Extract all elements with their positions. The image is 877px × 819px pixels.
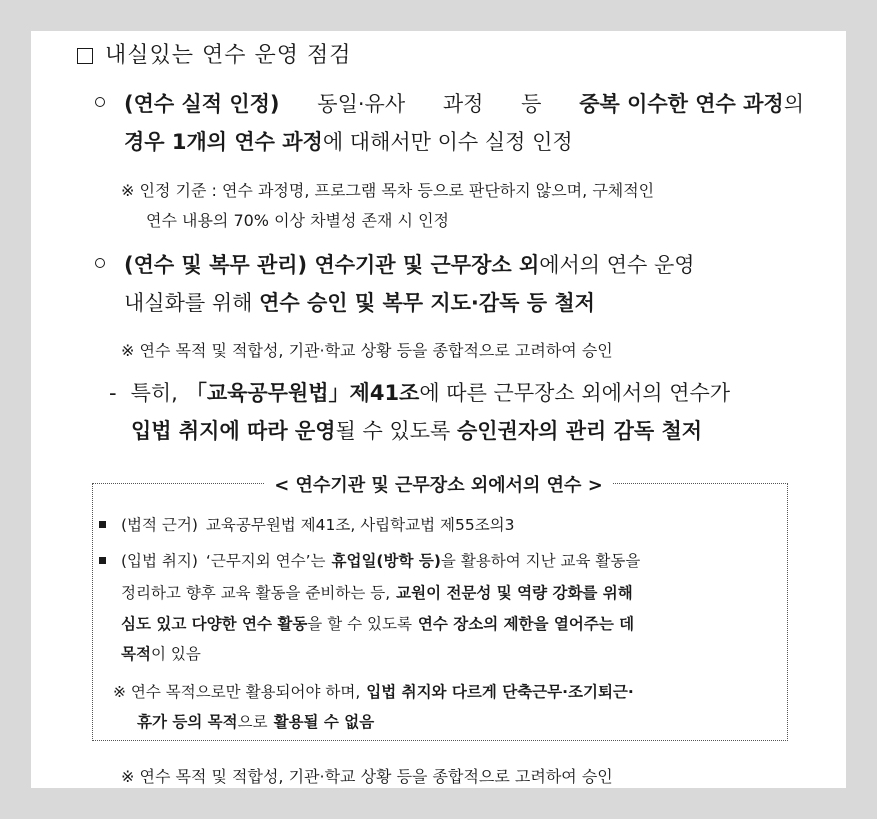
item3-bold2: 승인권자의 관리 감독 철저 xyxy=(456,419,703,443)
box-bullet2-l4-plain: 이 있음 xyxy=(150,645,201,663)
item1-line2-bold: 경우 1개의 연수 과정 xyxy=(124,130,323,154)
circle-bullet-icon xyxy=(95,258,105,268)
box-note-bold: 입법 취지와 다르게 단축근무·조기퇴근· xyxy=(366,683,634,701)
item1-note-line2 xyxy=(146,208,449,231)
item1-bold-phrase: 중복 이수한 연수 과정 xyxy=(579,92,784,116)
box-title-text: < 연수기관 및 근무장소 외에서의 연수 > xyxy=(264,475,613,496)
box-note-line2 xyxy=(137,710,374,732)
section-heading xyxy=(77,38,352,69)
box-note-plain: ※ 연수 목적으로만 활용되어야 하며, xyxy=(113,683,361,701)
box-bullet2-plain2: 을 활용하여 지난 교육 활동을 xyxy=(440,552,641,570)
item1-line2-rest: 에 대해서만 이수 실정 인정 xyxy=(322,130,573,154)
item1-word: 등 xyxy=(521,92,542,116)
item1-note-line1 xyxy=(121,178,654,201)
item3-line1 xyxy=(109,377,730,407)
circle-bullet-icon xyxy=(95,97,105,107)
box-bullet2-l2-plain: 정리하고 향후 교육 활동을 준비하는 등, xyxy=(121,584,391,602)
square-bullet-icon xyxy=(99,557,106,564)
box-bullet1-text: 교육공무원법 제41조, 사립학교법 제55조의3 xyxy=(205,516,515,534)
document-page xyxy=(31,31,846,788)
box-bullet2-line4 xyxy=(121,642,201,664)
item3-line2 xyxy=(131,415,702,445)
box-note-l2-bold2: 활용될 수 없음 xyxy=(273,713,375,731)
item1-tail: 의 xyxy=(783,92,804,116)
footer-note-text: ※ 연수 목적 및 적합성, 기관·학교 상황 등을 종합적으로 고려하여 승인 xyxy=(121,767,613,786)
box-bullet2-label: (입법 취지) xyxy=(121,552,198,570)
checkbox-icon xyxy=(77,48,93,64)
item2-line1 xyxy=(124,249,695,279)
box-bullet1 xyxy=(121,513,515,535)
box-bullet2-l2-bold: 교원이 전문성 및 역량 강화를 위해 xyxy=(396,584,633,602)
item2-note xyxy=(121,338,613,361)
box-note-l2-bold1: 휴가 등의 목적 xyxy=(137,713,238,731)
box-bullet2-line2 xyxy=(121,581,633,603)
box-bullet1-label: (법적 근거) xyxy=(121,516,198,534)
item2-line2-bold: 연수 승인 및 복무 지도·감독 등 철저 xyxy=(259,291,595,315)
box-bullet2-bold: 휴업일(방학 등) xyxy=(331,552,441,570)
item3-plain2: 될 수 있도록 xyxy=(335,419,457,443)
item3-rest: 에 따른 근무장소 외에서의 연수가 xyxy=(419,381,731,405)
item3-bold: 「교육공무원법」제41조 xyxy=(185,381,420,405)
box-bullet2-l4-bold: 목적 xyxy=(121,645,151,663)
footer-note xyxy=(121,764,613,787)
box-bullet2-l3-bold1: 심도 있고 다양한 연수 활동 xyxy=(121,615,308,633)
box-bullet2-l3-plain: 을 할 수 있도록 xyxy=(307,615,412,633)
box-note-l2-plain: 으로 xyxy=(237,713,268,731)
item1-word: 동일·유사 xyxy=(317,92,406,116)
item2-rest: 에서의 연수 운영 xyxy=(539,253,695,277)
box-title xyxy=(31,471,846,497)
box-bullet2-l3-bold2: 연수 장소의 제한을 열어주는 데 xyxy=(417,615,635,633)
dash-bullet: - xyxy=(109,381,117,405)
item1-label: (연수 실적 인정) xyxy=(124,92,280,116)
item1-note-text: 연수 내용의 70% 이상 차별성 존재 시 인정 xyxy=(146,211,450,230)
item1-bold-end xyxy=(579,88,804,118)
box-bullet2-line3 xyxy=(121,612,634,634)
item1-note-text: ※ 인정 기준 : 연수 과정명, 프로그램 목차 등으로 판단하지 않으며, 구체적인 xyxy=(121,181,655,200)
box-note-line1 xyxy=(113,680,634,702)
heading-text: 내실있는 연수 운영 점검 xyxy=(105,43,352,68)
item2-note-text: ※ 연수 목적 및 적합성, 기관·학교 상황 등을 종합적으로 고려하여 승인 xyxy=(121,341,613,360)
item2-bold: (연수 및 복무 관리) 연수기관 및 근무장소 외 xyxy=(124,253,540,277)
box-bullet2-plain: ‘근무지외 연수’는 xyxy=(205,552,326,570)
item2-line2 xyxy=(124,287,595,317)
item3-plain: 특히, xyxy=(130,381,178,405)
box-bullet2-line1 xyxy=(121,549,640,571)
item1-line2 xyxy=(124,126,573,156)
item1-word: 과정 xyxy=(442,92,484,116)
item1-line1 xyxy=(124,88,804,118)
item3-bold1: 입법 취지에 따라 운영 xyxy=(131,419,336,443)
item2-line2-plain: 내실화를 위해 xyxy=(124,291,260,315)
square-bullet-icon xyxy=(99,521,106,528)
